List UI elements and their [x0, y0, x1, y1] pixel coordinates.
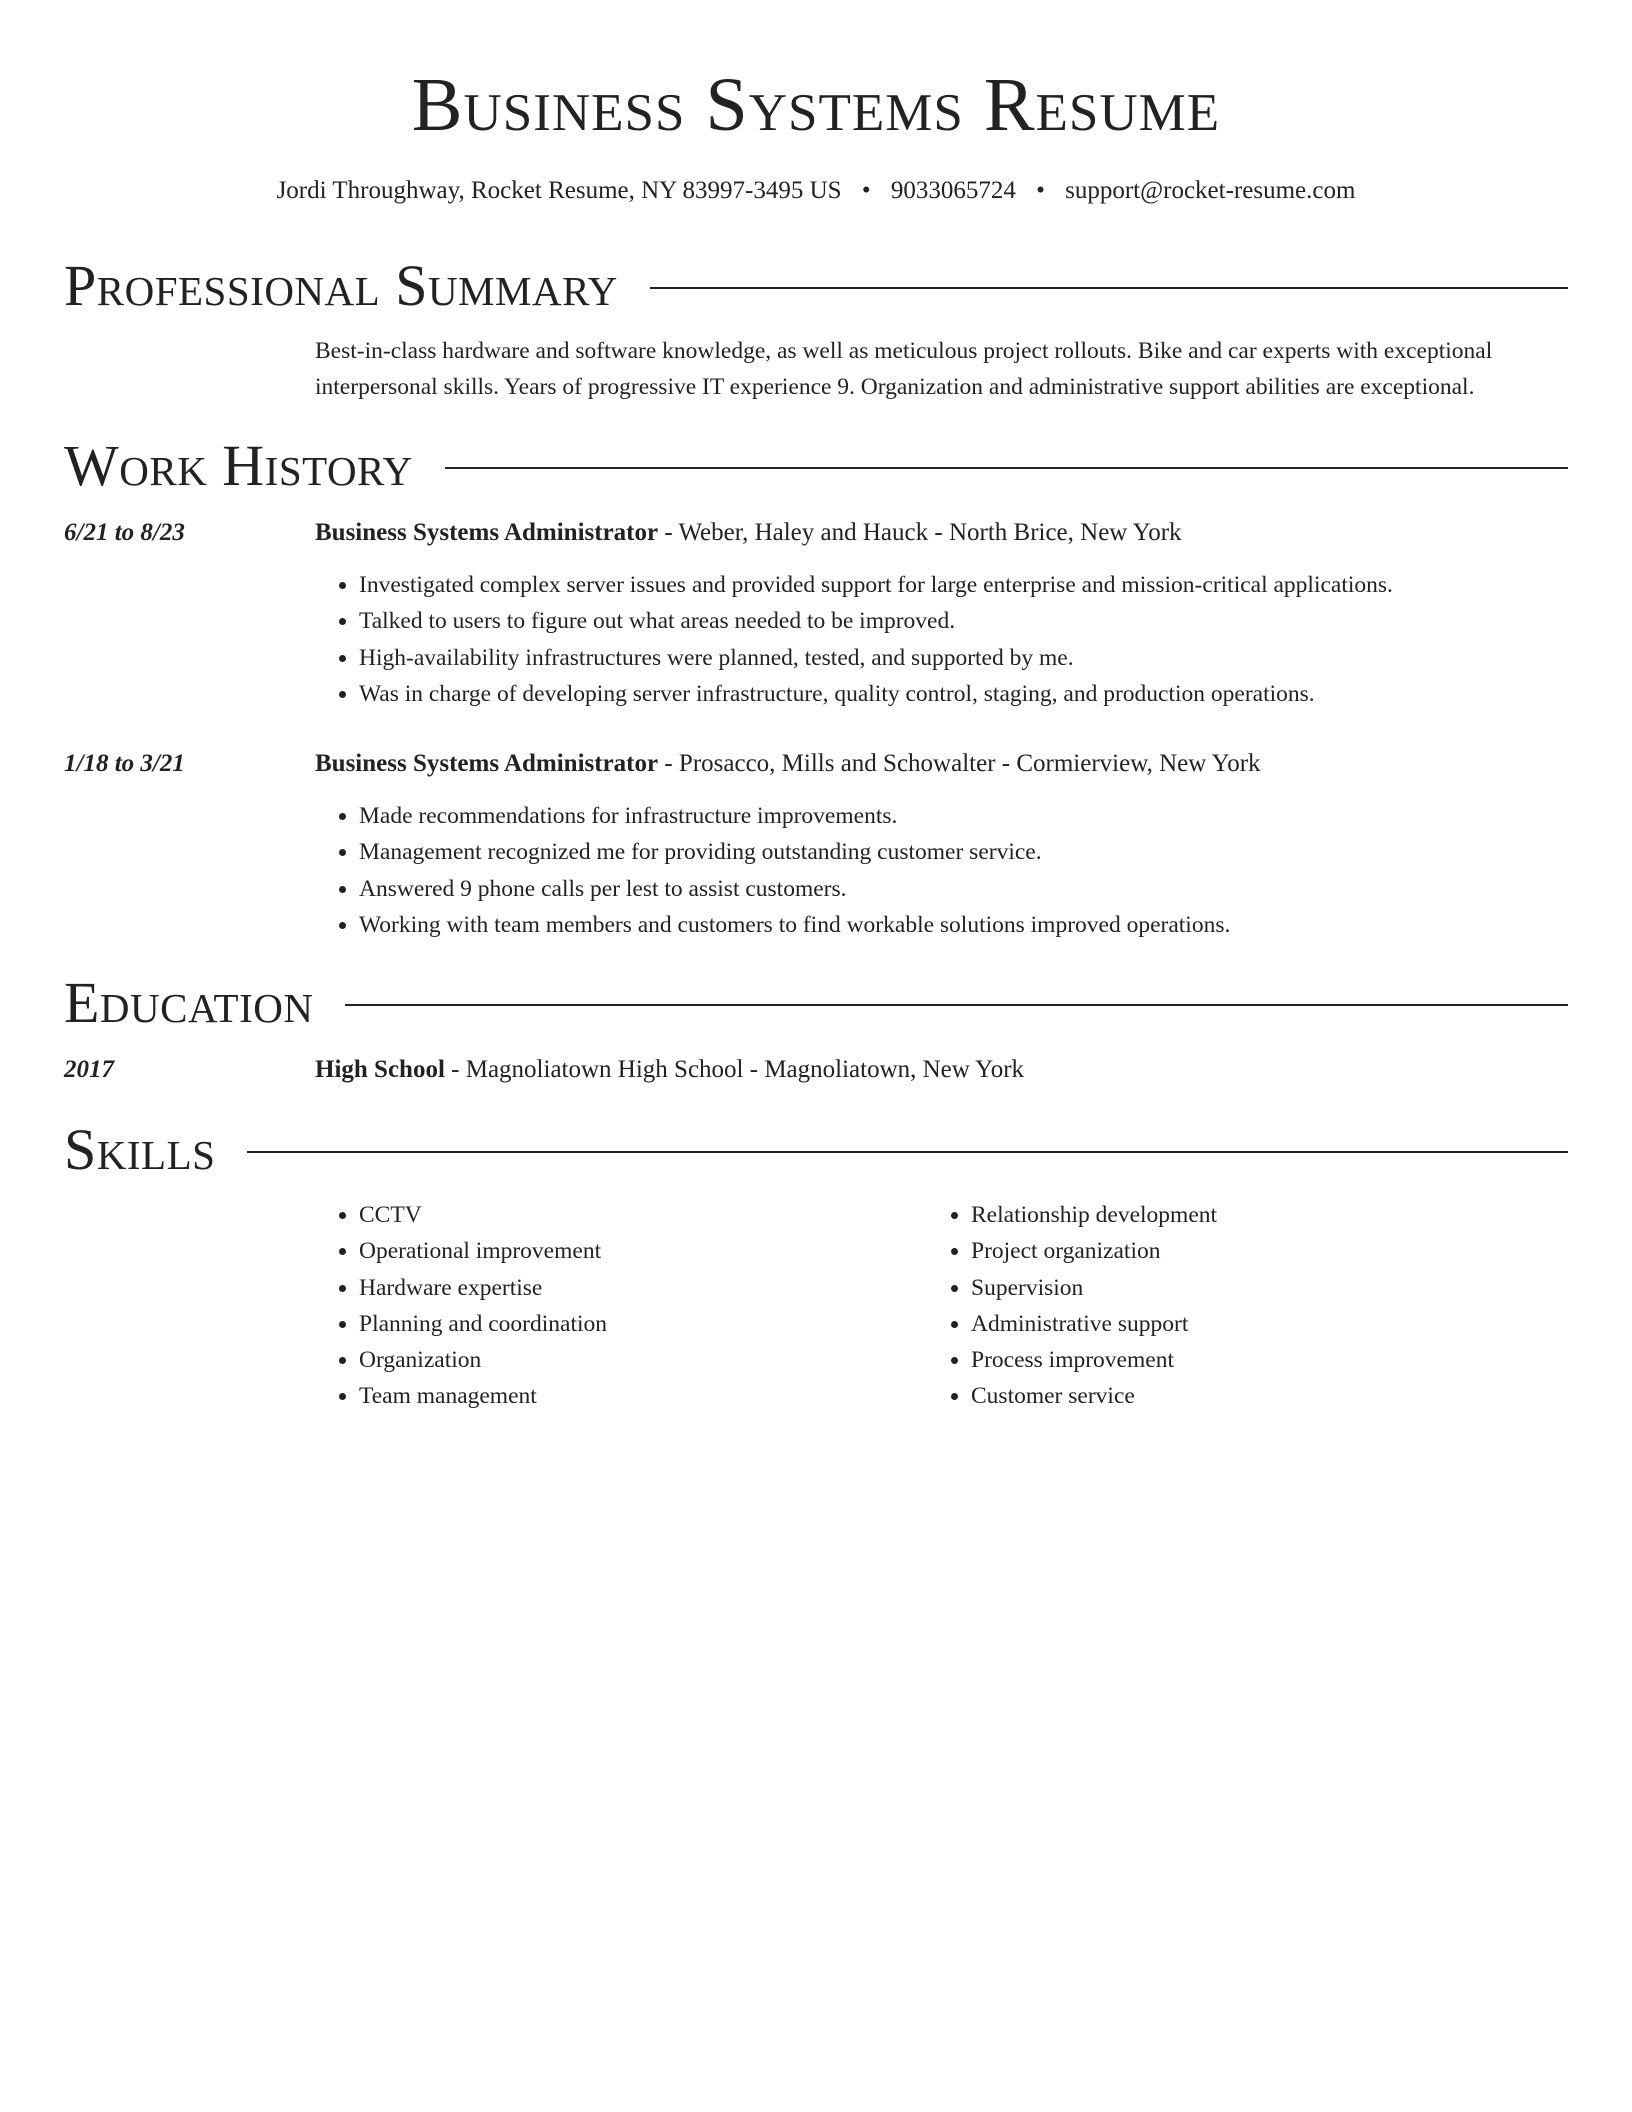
job-bullets	[315, 567, 1393, 712]
job-details: - Weber, Haley and Hauck - North Brice, New York	[658, 519, 1182, 546]
skill-item: • Administrative support	[971, 1306, 1217, 1342]
skill-item: • Hardware expertise	[359, 1270, 607, 1306]
job-title-line	[315, 747, 1261, 781]
job-dates: 1/18 to 3/21	[64, 750, 185, 777]
skill-item: • Organization	[359, 1342, 607, 1378]
list-item: • Was in charge of developing server infrastructure, quality control, staging, and production operations.	[359, 676, 1393, 712]
work-heading: Work History	[64, 433, 413, 498]
education-section-heading	[64, 968, 1568, 1038]
section-divider	[445, 467, 1568, 469]
list-item: • Working with team members and customers to find workable solutions improved operations.	[359, 907, 1230, 943]
summary-text: Best-in-class hardware and software knowledge, as well as meticulous project rollouts. Bike and car experts with exceptional interpersonal skills. Years of progressive IT experience 9. Organization and administrative support abilities are exceptional.	[315, 338, 1493, 400]
skill-item: • Process improvement	[971, 1342, 1217, 1378]
list-item: • Talked to users to figure out what areas needed to be improved.	[359, 603, 1393, 639]
contact-phone: 9033065724	[890, 177, 1016, 204]
education-heading: Education	[64, 970, 314, 1035]
skill-item: • Project organization	[971, 1233, 1217, 1269]
work-section-heading	[64, 431, 1568, 501]
education-year: 2017	[64, 1056, 114, 1083]
skills-list-right	[927, 1197, 1217, 1415]
list-item: • High-availability infrastructures were planned, tested, and supported by me.	[359, 640, 1393, 676]
skill-item: • Operational improvement	[359, 1233, 607, 1269]
education-line	[315, 1053, 1024, 1087]
contact-address: Jordi Throughway, Rocket Resume, NY 83997-3495 US	[276, 177, 842, 204]
summary-heading: Professional Summary	[64, 253, 618, 318]
list-item: • Answered 9 phone calls per lest to assist customers.	[359, 871, 1230, 907]
skill-item: • Supervision	[971, 1270, 1217, 1306]
list-item: • Investigated complex server issues and provided support for large enterprise and mission-critical applications.	[359, 567, 1393, 603]
list-item: • Made recommendations for infrastructure improvements.	[359, 798, 1230, 834]
skills-list-left	[315, 1197, 607, 1415]
resume-title: Business Systems Resume	[411, 63, 1221, 147]
job-bullets	[315, 798, 1230, 943]
section-divider	[247, 1151, 1568, 1153]
section-divider	[650, 287, 1568, 289]
skills-heading: Skills	[64, 1117, 216, 1182]
contact-line	[64, 174, 1568, 208]
education-degree: High School	[315, 1056, 445, 1083]
skill-item: • CCTV	[359, 1197, 607, 1233]
skill-item: • Customer service	[971, 1378, 1217, 1414]
contact-separator: •	[861, 177, 871, 204]
list-item: • Management recognized me for providing outstanding customer service.	[359, 834, 1230, 870]
skill-item: • Team management	[359, 1378, 607, 1414]
skill-item: • Relationship development	[971, 1197, 1217, 1233]
skills-section-heading	[64, 1115, 1568, 1185]
job-dates: 6/21 to 8/23	[64, 519, 185, 546]
job-role: Business Systems Administrator	[315, 750, 659, 777]
job-title-line	[315, 516, 1182, 550]
summary-section-heading	[64, 251, 1568, 321]
contact-separator: •	[1036, 177, 1045, 204]
contact-email: support@rocket-resume.com	[1065, 177, 1356, 204]
job-role: Business Systems Administrator	[315, 519, 659, 546]
job-details: - Prosacco, Mills and Schowalter - Cormierview, New York	[658, 750, 1261, 777]
education-details: - Magnoliatown High School - Magnoliatown, New York	[444, 1056, 1025, 1083]
skill-item: • Planning and coordination	[359, 1306, 607, 1342]
section-divider	[345, 1004, 1568, 1006]
